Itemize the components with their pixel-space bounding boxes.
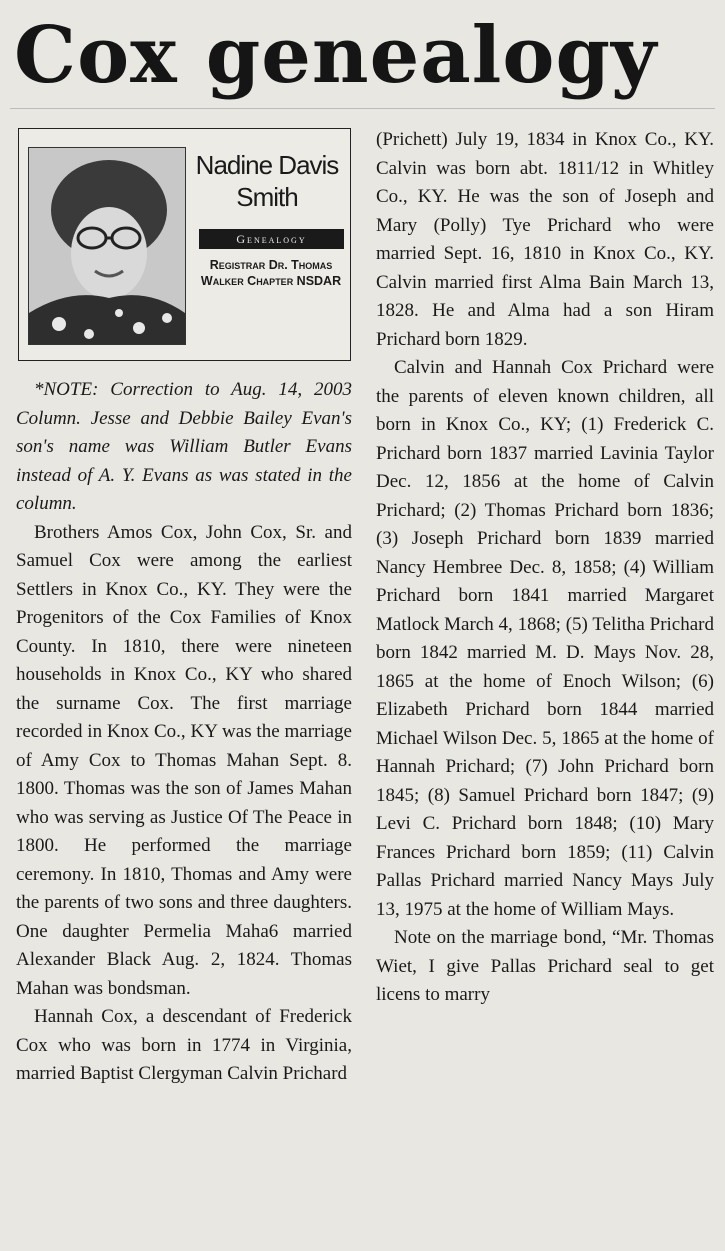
author-name: Nadine Davis Smith: [195, 150, 339, 212]
article-paragraph: Brothers Amos Cox, John Cox, Sr. and Samuel Cox were among the earliest Settlers in Knox Co., KY. They were the Progenitors of the Cox Families of Knox County. In 1810, there were nineteen households in Knox Co., KY who shared the surname Cox. The first marriage recorded in Knox Co., KY was the marriage of Amy Cox to Thomas Mahan Sept. 8. 1800. Thomas was the son of James Mahan who was serving as Justice Of The Peace in 1800. He performed the marriage ceremony. In 1810, Thomas and Amy were the parents of two sons and three daughters. One daughter Permelia Maha6 married Alexander Black Aug. 2, 1824. Thomas Mahan was bondsman.: [16, 521, 352, 999]
section-kicker: Genealogy: [199, 229, 344, 249]
author-bio-box: [18, 128, 351, 361]
left-column: [16, 376, 352, 1089]
article-paragraph: Note on the marriage bond, “Mr. Thomas Wiet, I give Pallas Prichard seal to get licens to marry: [376, 927, 714, 1005]
article-paragraph: (Prichett) July 19, 1834 in Knox Co., KY. Calvin was born abt. 1811/12 in Whitley Co., KY. He was the son of Joseph and Mary (Polly) Tye Prichard who were married Sept. 16, 1810 in Knox Co., KY. Calvin married first Alma Bain March 13, 1828. He and Alma had a son Hiram Prichard born 1829.: [376, 129, 714, 350]
divider: [10, 108, 715, 109]
headline: Cox genealogy: [14, 10, 658, 101]
article-paragraph: Hannah Cox, a descendant of Frederick Cox who was born in 1774 in Virginia, married Baptist Clergyman Calvin Prichard: [16, 1006, 352, 1084]
author-title: Registrar Dr. Thomas Walker Chapter NSDAR: [200, 258, 342, 288]
article-paragraph: Calvin and Hannah Cox Prichard were the parents of eleven known children, all born in Knox Co., KY; (1) Frederick C. Prichard born 1837 married Lavinia Taylor Dec. 12, 1856 at the home of Calvin Prichard; (2) Thomas Prichard born 1836; (3) Joseph Prichard born 1839 married Nancy Hembree Dec. 8, 1858; (4) William Prichard born 1841 married Margaret Matlock March 4, 1868; (5) Telitha Prichard born 1842 married M. D. Mays Nov. 28, 1865 at the home of Enoch Wilson; (6) Elizabeth Prichard born 1844 married Michael Wilson Dec. 5, 1865 at the home of Hannah Prichard; (7) John Prichard born 1845; (8) Samuel Prichard born 1847; (9) Levi C. Prichard born 1848; (10) Mary Frances Prichard born 1859; (11) Calvin Pallas Prichard married Nancy Mays July 13, 1975 at the home of William Mays.: [376, 357, 714, 920]
author-photo: [28, 147, 186, 345]
right-column: [376, 126, 714, 1010]
correction-note: *NOTE: Correction to Aug. 14, 2003 Column. Jesse and Debbie Bailey Evan's son's name was William Butler Evans instead of A. Y. Evans as was stated in the column.: [16, 379, 352, 514]
